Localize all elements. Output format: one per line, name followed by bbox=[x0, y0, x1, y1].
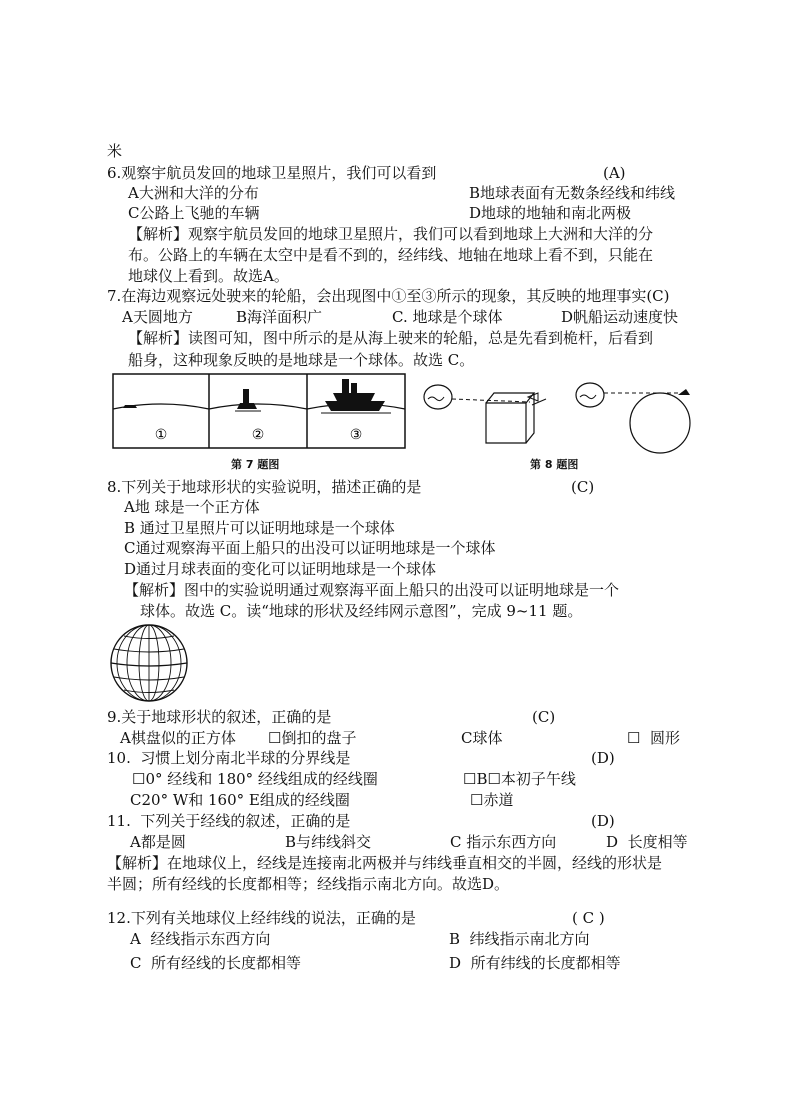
q6-option-c: C公路上飞驰的车辆 bbox=[128, 204, 260, 222]
q9-option-a: A棋盘似的正方体 bbox=[120, 729, 236, 747]
q7-stem: 7.在海边观察远处驶来的轮船，会出现图中①至③所示的现象，其反映的地理事实(C) bbox=[107, 287, 670, 305]
q11-explanation-2: 半圆；所有经线的长度都相等；经线指示南北方向。故选D。 bbox=[107, 875, 510, 893]
q11-option-c: C 指示东西方向 bbox=[450, 833, 557, 851]
q11-stem: 11. 下列关于经线的叙述，正确的是 bbox=[107, 812, 351, 830]
q12-option-b: B 纬线指示南北方向 bbox=[449, 930, 590, 948]
q8-explanation-2: 球体。故选 C。读“地球的形状及经纬网示意图”，完成 9~11 题。 bbox=[140, 602, 583, 620]
q10-option-c: C20° W和 160° E组成的经线圈 bbox=[130, 791, 350, 809]
q9-option-b: ☐倒扣的盘子 bbox=[268, 729, 357, 747]
q10-option-d: ☐赤道 bbox=[470, 791, 514, 809]
q12-option-a: A 经线指示东西方向 bbox=[130, 930, 271, 948]
q10-option-b: ☐B☐本初子午线 bbox=[463, 770, 576, 788]
q6-explanation-1: 【解析】观察宇航员发回的地球卫星照片，我们可以看到地球上大洲和大洋的分 bbox=[128, 225, 654, 243]
q7-option-d: D帆船运动速度快 bbox=[561, 308, 679, 326]
q8-option-c: C通过观察海平面上船只的出没可以证明地球是一个球体 bbox=[124, 539, 496, 557]
q6-explanation-3: 地球仪上看到。故选A。 bbox=[128, 267, 289, 285]
q11-explanation-1: 【解析】在地球仪上，经线是连接南北两极并与纬线垂直相交的半圆，经线的形状是 bbox=[107, 854, 663, 872]
q12-option-c: C 所有经线的长度都相等 bbox=[130, 954, 302, 972]
q12-stem: 12.下列有关地球仪上经纬线的说法，正确的是 bbox=[107, 909, 416, 927]
q9-stem: 9.关于地球形状的叙述，正确的是 bbox=[107, 708, 332, 726]
figure-7-ship-horizon bbox=[111, 373, 409, 451]
globe-graticule-figure bbox=[106, 621, 192, 705]
q8-option-b: B 通过卫星照片可以证明地球是一个球体 bbox=[124, 519, 395, 537]
q10-option-a: ☐0° 经线和 180° 经线组成的经线圈 bbox=[132, 770, 378, 788]
q10-stem: 10. 习惯上划分南北半球的分界线是 bbox=[107, 749, 351, 767]
q8-explanation-1: 【解析】图中的实验说明通过观察海平面上船只的出没可以证明地球是一个 bbox=[124, 581, 620, 599]
q11-answer: (D) bbox=[591, 812, 615, 830]
q6-option-b: B地球表面有无数条经线和纬线 bbox=[469, 184, 676, 202]
q12-answer: ( C ) bbox=[572, 909, 605, 927]
q8-option-d: D通过月球表面的变化可以证明地球是一个球体 bbox=[124, 560, 437, 578]
q7-option-a: A天圆地方 bbox=[122, 308, 193, 326]
q11-option-b: B与纬线斜交 bbox=[285, 833, 372, 851]
q9-answer: (C) bbox=[532, 708, 556, 726]
figure-8-caption: 第 8 题图 bbox=[530, 458, 579, 471]
q8-answer: (C) bbox=[571, 478, 595, 496]
q9-option-d: ☐ 圆形 bbox=[627, 729, 680, 747]
q10-answer: (D) bbox=[591, 749, 615, 767]
figure-7-panel-2-label: ② bbox=[251, 427, 265, 443]
q7-explanation-2: 船身，这种现象反映的是地球是一个球体。故选 C。 bbox=[128, 351, 475, 369]
q6-explanation-2: 布。公路上的车辆在太空中是看不到的，经纬线、地轴在地球上看不到，只能在 bbox=[128, 246, 654, 264]
q11-option-a: A都是圆 bbox=[130, 833, 186, 851]
q7-explanation-1: 【解析】读图可知，图中所示的是从海上驶来的轮船，总是先看到桅杆，后看到 bbox=[128, 329, 654, 347]
q8-option-a: A地 球是一个正方体 bbox=[124, 498, 260, 516]
q6-option-a: A大洲和大洋的分布 bbox=[128, 184, 259, 202]
q6-option-d: D地球的地轴和南北两极 bbox=[469, 204, 632, 222]
figure-7-panel-1-label: ① bbox=[154, 427, 168, 443]
q12-option-d: D 所有纬线的长度都相等 bbox=[449, 954, 621, 972]
q6-answer: (A) bbox=[603, 164, 626, 182]
q9-option-c: C球体 bbox=[461, 729, 503, 747]
figure-7-panel-3-label: ③ bbox=[349, 427, 363, 443]
page-fragment-top: 米 bbox=[107, 142, 123, 160]
figure-7-caption: 第 7 题图 bbox=[231, 458, 280, 471]
q7-option-b: B海洋面积广 bbox=[236, 308, 323, 326]
q7-option-c: C. 地球是个球体 bbox=[392, 308, 503, 326]
q6-stem: 6.观察宇航员发回的地球卫星照片，我们可以看到 bbox=[107, 164, 437, 182]
q11-option-d: D 长度相等 bbox=[606, 833, 688, 851]
figure-8-cube-sphere bbox=[420, 375, 700, 455]
q8-stem: 8.下列关于地球形状的实验说明，描述正确的是 bbox=[107, 478, 422, 496]
